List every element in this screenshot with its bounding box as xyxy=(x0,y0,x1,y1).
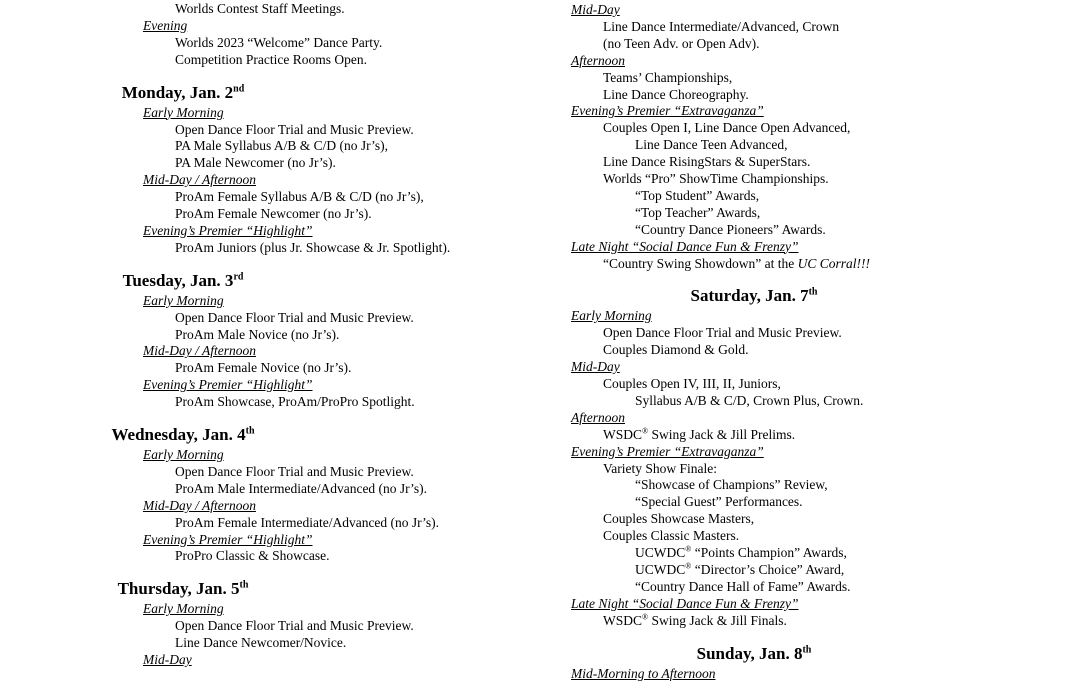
schedule-item: (no Teen Adv. or Open Adv). xyxy=(603,35,760,51)
session-heading: Mid-Day / Afternoon xyxy=(143,343,256,359)
session-heading: Early Morning xyxy=(143,447,224,462)
session-heading: Mid-Day xyxy=(571,2,620,17)
schedule-item: “Country Swing Showdown” at the UC Corral!!! xyxy=(603,255,871,271)
session-heading: Mid-Day / Afternoon xyxy=(143,497,256,513)
schedule-item: ProAm Male Intermediate/Advanced (no Jr’s). xyxy=(175,480,428,496)
day-heading: Sunday, Jan. 8th xyxy=(696,643,812,663)
session-heading: Afternoon xyxy=(571,409,625,425)
day-heading: Saturday, Jan. 7th xyxy=(690,286,818,306)
session-heading: Evening’s Premier “Extravaganza” xyxy=(571,443,764,459)
schedule-item: “Country Dance Pioneers” Awards. xyxy=(635,221,826,237)
session-heading: Early Morning xyxy=(143,104,224,120)
schedule-item: Variety Show Finale: xyxy=(603,460,717,476)
schedule-item: Line Dance Teen Advanced, xyxy=(635,137,788,153)
schedule-item: “Special Guest” Performances. xyxy=(635,494,803,510)
session-heading: Mid-Morning to Afternoon xyxy=(571,665,716,681)
schedule-item: UCWDC® “Points Champion” Awards, xyxy=(635,544,847,560)
schedule-item: ProAm Showcase, ProAm/ProPro Spotlight. xyxy=(175,394,415,410)
day-heading: Tuesday, Jan. 3rd xyxy=(122,270,244,290)
schedule-item: Competition Practice Rooms Open. xyxy=(175,51,367,67)
schedule-item: Worlds “Pro” ShowTime Championships. xyxy=(603,171,829,186)
session-heading: Evening’s Premier “Highlight” xyxy=(143,377,313,393)
day-heading: Thursday, Jan. 5th xyxy=(117,579,249,599)
schedule-item: Couples Showcase Masters, xyxy=(603,511,755,527)
schedule-item: Teams’ Championships, xyxy=(603,69,733,85)
session-heading: Early Morning xyxy=(143,292,224,308)
schedule-item: Worlds Contest Staff Meetings. xyxy=(175,1,345,16)
schedule-item: “Top Student” Awards, xyxy=(635,187,760,203)
schedule-item: UCWDC® “Director’s Choice” Award, xyxy=(635,561,845,577)
schedule-item: ProPro Classic & Showcase. xyxy=(175,548,330,564)
schedule-item: Worlds 2023 “Welcome” Dance Party. xyxy=(175,34,383,50)
schedule-item: Open Dance Floor Trial and Music Preview. xyxy=(175,121,414,137)
schedule-item: PA Male Syllabus A/B & C/D (no Jr’s), xyxy=(175,138,389,154)
session-heading: Mid-Day xyxy=(571,359,620,375)
schedule-item: ProAm Male Novice (no Jr’s). xyxy=(175,326,340,342)
schedule-item: Line Dance RisingStars & SuperStars. xyxy=(603,154,811,170)
session-heading: Early Morning xyxy=(571,308,652,324)
schedule-item: Open Dance Floor Trial and Music Preview. xyxy=(175,618,414,634)
schedule-item: Couples Classic Masters. xyxy=(603,528,740,544)
schedule-item: Couples Diamond & Gold. xyxy=(603,342,749,358)
schedule-item: ProAm Juniors (plus Jr. Showcase & Jr. Spotlight). xyxy=(175,239,451,255)
schedule-item: Syllabus A/B & C/D, Crown Plus, Crown. xyxy=(635,392,864,408)
schedule-item: PA Male Newcomer (no Jr’s). xyxy=(175,155,336,171)
schedule-item: ProAm Female Newcomer (no Jr’s). xyxy=(175,206,372,221)
schedule-item: “Showcase of Champions” Review, xyxy=(635,477,828,493)
schedule-item: Open Dance Floor Trial and Music Preview. xyxy=(175,309,414,325)
schedule-item: Line Dance Intermediate/Advanced, Crown xyxy=(603,18,840,34)
session-heading: Late Night “Social Dance Fun & Frenzy” xyxy=(571,595,799,611)
schedule-item: WSDC® Swing Jack & Jill Finals. xyxy=(603,612,787,628)
session-heading: Evening’s Premier “Extravaganza” xyxy=(571,103,764,119)
schedule-item: “Top Teacher” Awards, xyxy=(635,204,761,220)
schedule-item: ProAm Female Syllabus A/B & C/D (no Jr’s), xyxy=(175,189,424,205)
schedule-item: ProAm Female Intermediate/Advanced (no Jr’s). xyxy=(175,514,440,530)
session-heading: Afternoon xyxy=(571,52,625,68)
day-heading: Wednesday, Jan. 4th xyxy=(111,425,255,444)
schedule-item: Couples Open IV, III, II, Juniors, xyxy=(603,376,781,391)
session-heading: Mid-Day xyxy=(143,652,192,667)
schedule-item: Open Dance Floor Trial and Music Preview. xyxy=(603,325,842,341)
session-heading: Evening’s Premier “Highlight” xyxy=(143,531,313,547)
schedule-item: WSDC® Swing Jack & Jill Prelims. xyxy=(603,426,796,442)
schedule-item: ProAm Female Novice (no Jr’s). xyxy=(175,360,352,376)
schedule-item: Open Dance Floor Trial and Music Preview. xyxy=(175,463,414,479)
day-heading: Monday, Jan. 2nd xyxy=(121,82,245,102)
session-heading: Early Morning xyxy=(143,601,224,617)
schedule-item: Couples Open I, Line Dance Open Advanced, xyxy=(603,120,851,136)
schedule-item: Line Dance Choreography. xyxy=(603,86,749,102)
session-heading: Late Night “Social Dance Fun & Frenzy” xyxy=(571,238,799,254)
schedule-item: Line Dance Newcomer/Novice. xyxy=(175,635,347,651)
session-heading: Evening xyxy=(143,17,188,33)
session-heading: Mid-Day / Afternoon xyxy=(143,172,256,188)
schedule-item: “Country Dance Hall of Fame” Awards. xyxy=(635,578,851,594)
session-heading: Evening’s Premier “Highlight” xyxy=(143,222,313,238)
